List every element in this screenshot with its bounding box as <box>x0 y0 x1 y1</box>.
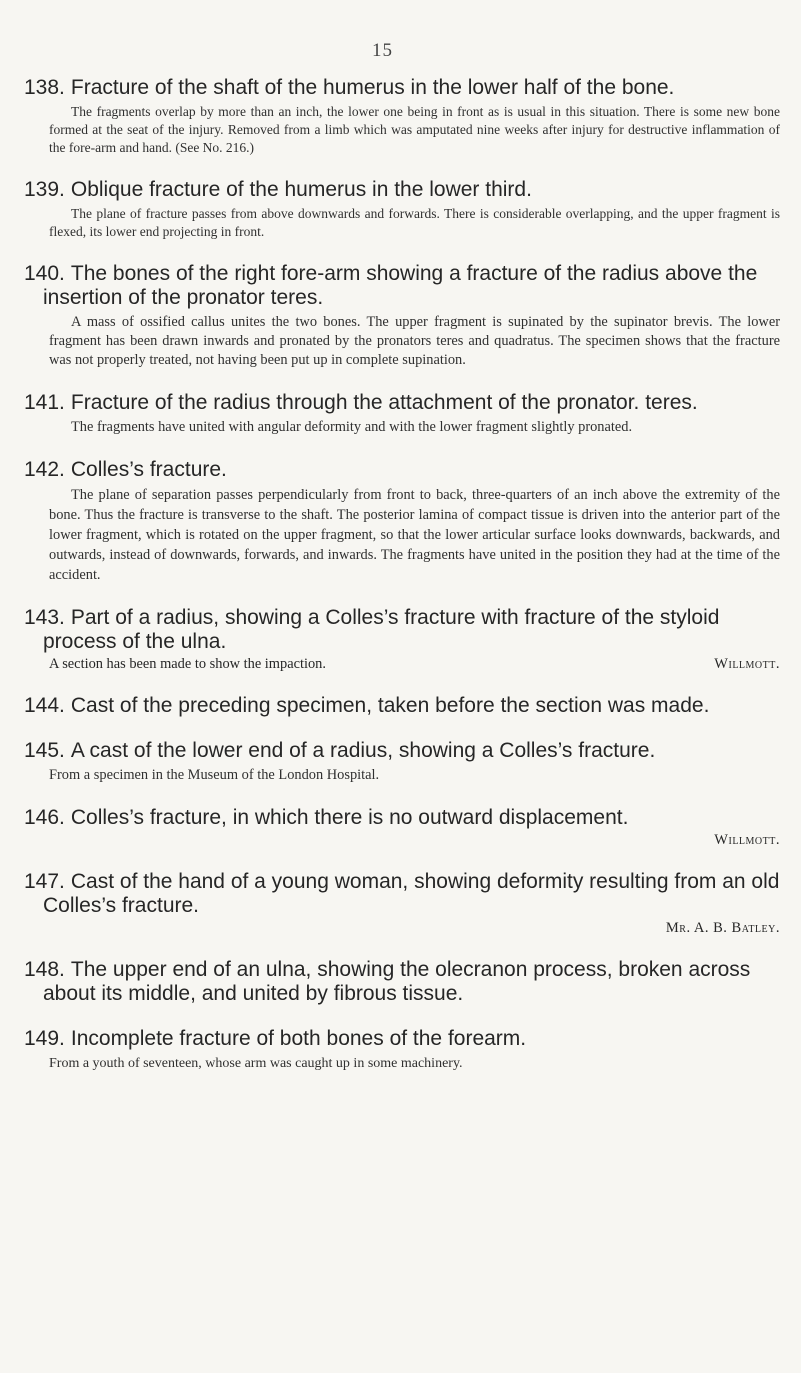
entry-number: 149. <box>24 1027 65 1050</box>
entry-number: 147. <box>24 870 65 893</box>
entry-number: 145. <box>24 739 65 762</box>
page-number: 15 <box>372 40 393 61</box>
entry-heading <box>24 806 780 830</box>
entry-description: The plane of separation passes perpendicularly from front to back, three-quarters of an inch above the extremity of the bone. Thus the fracture is transverse to the shaft. The posterior lamina of compact tissue is driven into the anterior part of the lower fragment, which is rotated on the upper fragment, so that the lower articular surface looks downwards, backwards, and outwards, instead of downwards, forwards, and inwards. The fragments have united in the position they had at the time of the accident. <box>49 487 780 583</box>
entry-description: A mass of ossified callus unites the two bones. The upper fragment is supinated by the supinator brevis. The lower fragment has been drawn inwards and pronated by the pronators teres and quadratus. The specimen shows that the fracture was not properly treated, not having been put up in complete supination. <box>49 314 780 368</box>
catalogue-entry <box>24 739 780 785</box>
catalogue-entry <box>24 262 780 370</box>
entry-number: 141. <box>24 391 65 414</box>
entry-title: Oblique fracture of the humerus in the lower third. <box>70 178 532 201</box>
entry-credit-row <box>49 832 780 849</box>
entry-title: Part of a radius, showing a Colles’s fracture with fracture of the styloid process of the ulna. <box>43 606 720 653</box>
catalogue-entry <box>24 1027 780 1073</box>
catalogue-entries <box>24 76 780 1094</box>
catalogue-entry <box>24 76 780 157</box>
entry-number: 142. <box>24 458 65 481</box>
entry-heading <box>24 606 780 654</box>
entry-heading <box>24 76 780 100</box>
entry-heading <box>24 958 780 1006</box>
entry-credit: Willmott. <box>714 656 780 672</box>
entry-title: Colles’s fracture. <box>70 458 227 481</box>
entry-number: 140. <box>24 262 65 285</box>
catalogue-entry <box>24 694 780 718</box>
entry-title: Incomplete fracture of both bones of the forearm. <box>70 1027 527 1050</box>
entry-description-row <box>49 656 780 673</box>
catalogue-entry <box>24 178 780 241</box>
entry-title: Colles’s fracture, in which there is no outward displacement. <box>70 806 629 829</box>
entry-heading <box>24 694 780 718</box>
entry-description: The fragments overlap by more than an inch, the lower one being in front as is usual in this situation. There is some new bone formed at the seat of the injury. Removed from a limb which was amputated nine weeks after injury for destructive inflammation of the fore-arm and hand. (See No. 216.) <box>49 104 780 155</box>
entry-description: The fragments have united with angular deformity and with the lower fragment slightly pronated. <box>71 419 633 435</box>
entry-number: 144. <box>24 694 65 717</box>
entry-heading <box>24 870 780 918</box>
entry-title: The upper end of an ulna, showing the olecranon process, broken across about its middle, and united by fibrous tissue. <box>43 958 751 1005</box>
entry-heading <box>24 391 780 415</box>
entry-number: 138. <box>24 76 65 99</box>
catalogue-entry <box>24 870 780 937</box>
entry-credit: Willmott. <box>714 832 780 848</box>
entry-description: The plane of fracture passes from above downwards and forwards. There is considerable overlapping, and the upper fragment is flexed, its lower end projecting in front. <box>49 206 780 239</box>
entry-description: From a youth of seventeen, whose arm was caught up in some machinery. <box>49 1056 463 1071</box>
catalogue-entry <box>24 806 780 849</box>
entry-heading <box>24 262 780 310</box>
entry-title: A cast of the lower end of a radius, showing a Colles’s fracture. <box>70 739 656 762</box>
entry-heading <box>24 458 780 482</box>
entry-heading <box>24 739 780 763</box>
entry-title: Cast of the hand of a young woman, showing deformity resulting from an old Colles’s fracture. <box>43 870 780 917</box>
catalogue-entry <box>24 458 780 585</box>
entry-number: 143. <box>24 606 65 629</box>
catalogue-entry <box>24 606 780 673</box>
entry-credit: Mr. A. B. Batley. <box>665 920 780 936</box>
entry-number: 148. <box>24 958 65 981</box>
entry-heading <box>24 178 780 202</box>
entry-title: The bones of the right fore-arm showing a fracture of the radius above the insertion of the pronator teres. <box>43 262 758 309</box>
entry-title: Fracture of the shaft of the humerus in the lower half of the bone. <box>70 76 675 99</box>
entry-title: Fracture of the radius through the attachment of the pronator. teres. <box>70 391 698 414</box>
entry-credit-row <box>49 920 780 937</box>
entry-number: 146. <box>24 806 65 829</box>
entry-heading <box>24 1027 780 1051</box>
entry-number: 139. <box>24 178 65 201</box>
entry-title: Cast of the preceding specimen, taken before the section was made. <box>70 694 710 717</box>
catalogue-entry <box>24 958 780 1006</box>
entry-description: From a specimen in the Museum of the London Hospital. <box>49 767 380 783</box>
entry-description: A section has been made to show the impaction. <box>49 656 326 672</box>
catalogue-entry <box>24 391 780 437</box>
